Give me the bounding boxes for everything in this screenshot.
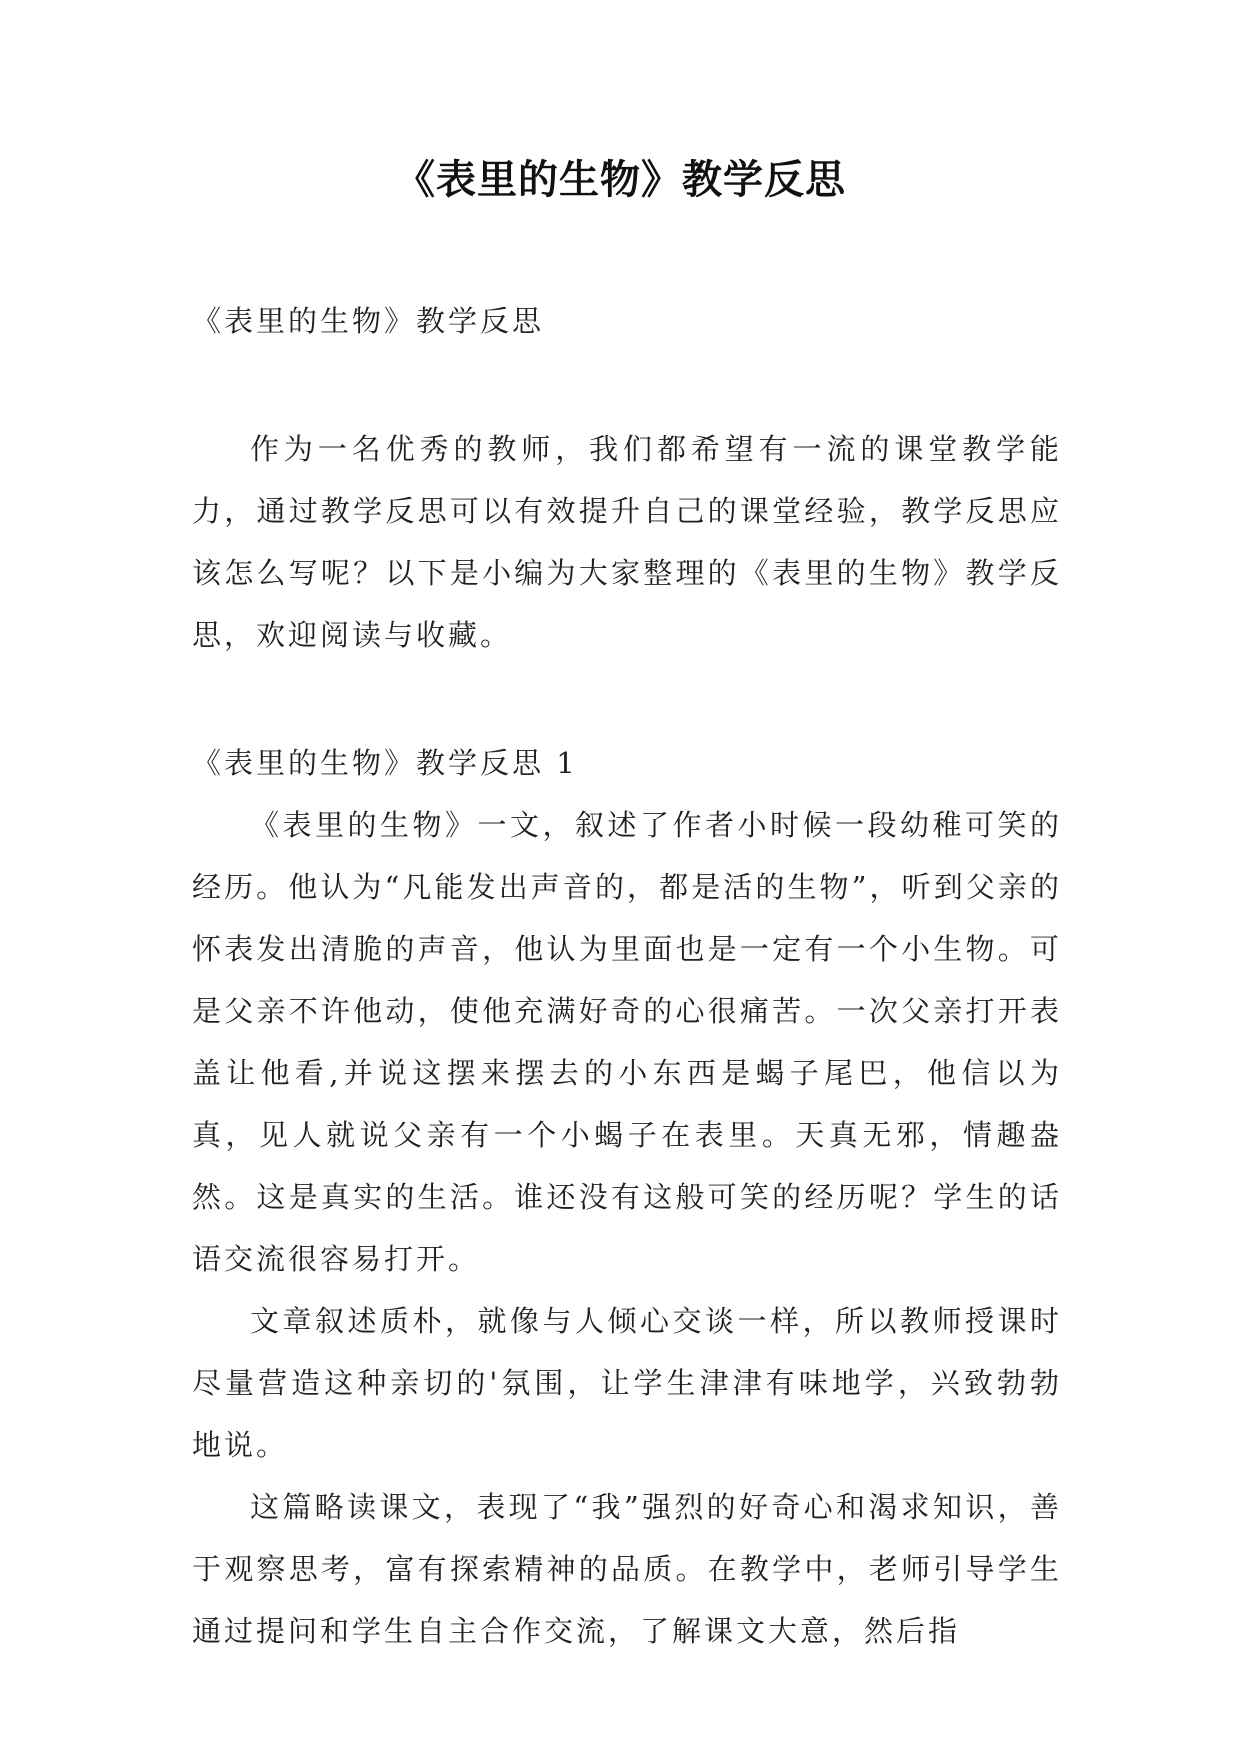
document-title: 《表里的生物》教学反思 [395,157,846,203]
intro-paragraph: 作为一名优秀的教师，我们都希望有一流的课堂教学能力，通过教学反思可以有效提升自己的课堂经验，教学反思应该怎么写呢？以下是小编为大家整理的《表里的生物》教学反思，欢迎阅读与收藏。 [192,432,1062,652]
document-subtitle: 《表里的生物》教学反思 [192,304,545,338]
spacer [192,666,1062,732]
body-paragraph: 文章叙述质朴，就像与人倾心交谈一样，所以教师授课时尽量营造这种亲切的'氛围，让学生津津有味地学，兴致勃勃地说。 [192,1304,1062,1462]
body-paragraph: 这篇略读课文，表现了“我”强烈的好奇心和渴求知识，善于观察思考，富有探索精神的品质。在教学中，老师引导学生通过提问和学生自主合作交流，了解课文大意，然后指 [192,1490,1062,1648]
body-paragraph: 《表里的生物》一文，叙述了作者小时候一段幼稚可笑的经历。他认为“凡能发出声音的，都是活的生物”，听到父亲的怀表发出清脆的声音，他认为里面也是一定有一个小生物。可是父亲不许他动，使他充满好奇的心很痛苦。一次父亲打开表盖让他看,并说这摆来摆去的小东西是蝎子尾巴，他信以为真，见人就说父亲有一个小蝎子在表里。天真无邪，情趣盎然。这是真实的生活。谁还没有这般可笑的经历呢？学生的话语交流很容易打开。 [192,808,1062,1276]
spacer [192,352,1062,418]
document-body [192,290,1062,1662]
section-heading: 《表里的生物》教学反思 1 [192,746,578,780]
